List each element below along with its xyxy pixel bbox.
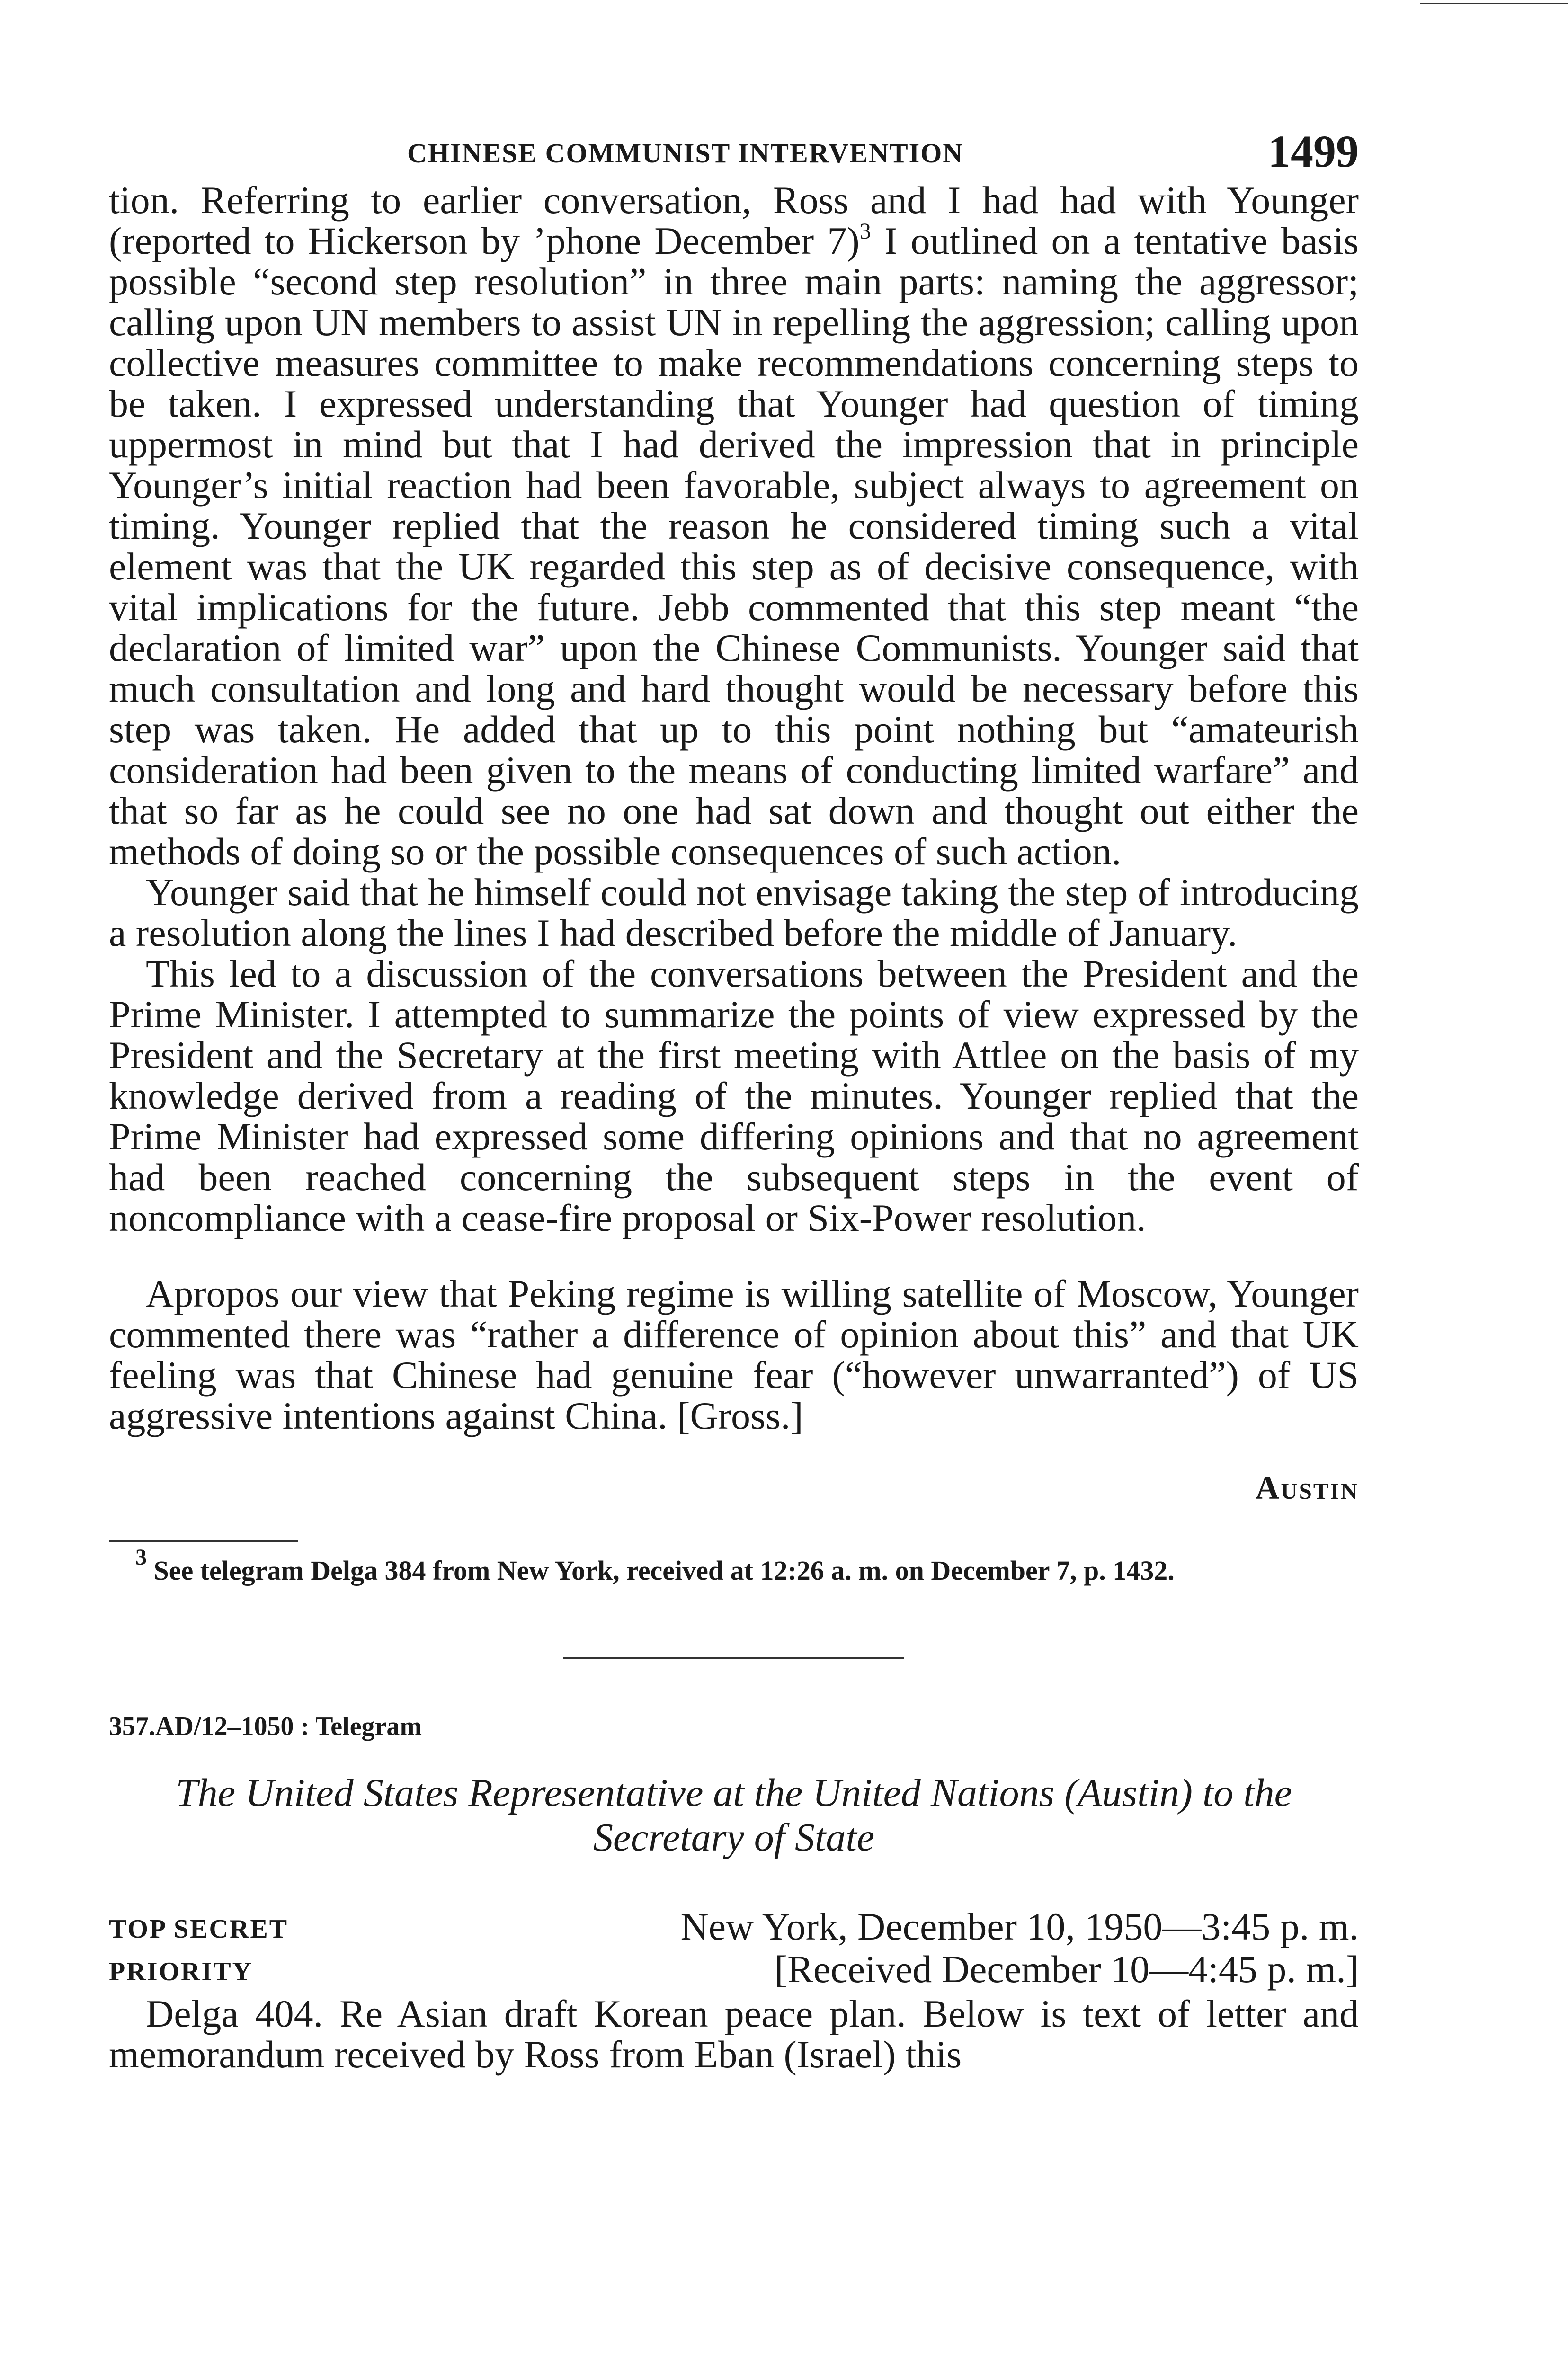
footnote-reference: 3: [859, 219, 871, 244]
body-text: [109, 180, 1359, 1238]
received-line: [Received December 10—4:45 p. m.]: [774, 1948, 1359, 1991]
footnote-text: See telegram Delga 384 from New York, received at 12:26 a. m. on December 7, p. 1432.: [147, 1555, 1175, 1586]
paragraph-1-text-a: tion. Referring to earlier conversation, Ross and I had had with Younger (reported to Hickerson by ’phone December 7): [109, 178, 1359, 262]
footnote-rule: [109, 1540, 298, 1542]
paragraph-4: Apropos our view that Peking regime is willing satellite of Moscow, Younger commented there was “rather a difference of opinion about this” and that UK feeling was that Chinese had genuine fear (“however unwarranted”) of US aggressive intentions against China. [Gross.]: [109, 1272, 1359, 1437]
footnote: [109, 1545, 1359, 1586]
paragraph-1-text-b: I outlined on a tentative basis possible “second step resolution” in three main parts: naming the aggressor; calling upon UN members to assist UN in repelling the aggression; calling upon collective measures committee to make recommendations concerning steps to be taken. I expressed understanding that Younger had question of timing uppermost in mind but that I had derived the impression that in principle Younger’s initial reaction had been favorable, subject always to agreement on timing. Younger replied that the reason he considered timing such a vital element was that the UK regarded this step as of decisive consequence, with vital implications for the future. Jebb commented that this step meant “the declaration of limited war” upon the Chinese Communists. Younger said that much consultation and long and hard thought would be necessary before this step was taken. He added that up to this point nothing but “amateurish consideration had been given to the means of conducting limited warfare” and that so far as he could see no one had sat down and thought out either the methods of doing so or the possible consequences of such action.: [109, 219, 1359, 873]
paragraph-2: Younger said that he himself could not envisage taking the step of introducing a resolution along the lines I had described before the middle of January.: [109, 871, 1359, 954]
telegram-opening-paragraph: Delga 404. Re Asian draft Korean peace plan. Below is text of letter and memorandum received by Ross from Eban (Israel) this: [109, 1992, 1359, 2076]
document-title: The United States Representative at the United Nations (Austin) to the Secretary of State: [176, 1771, 1292, 1860]
top-edge-rule: [1420, 3, 1568, 4]
section-divider: [563, 1657, 904, 1659]
telegram-meta: [109, 1898, 1359, 1991]
dateline: New York, December 10, 1950—3:45 p. m.: [680, 1905, 1359, 1948]
file-reference: 357.AD/12–1050 : Telegram: [109, 1712, 422, 1741]
priority-label: PRIORITY: [109, 1957, 253, 1986]
running-header: [109, 118, 1359, 180]
signature: Austin: [1255, 1470, 1359, 1506]
page-number: 1499: [1268, 126, 1359, 177]
footnote-marker: 3: [135, 1545, 147, 1570]
paragraph-1: [109, 180, 1359, 872]
paragraph-3: This led to a discussion of the conversations between the President and the Prime Minister. I attempted to summarize the points of view expressed by the President and the Secretary at the first meeting with Attlee on the basis of my knowledge derived from a reading of the minutes. Younger replied that the Prime Minister had expressed some differing opinions and that no agreement had been reached concerning the subsequent steps in the event of noncompliance with a cease-fire proposal or Six-Power resolution.: [109, 952, 1359, 1239]
classification-label: TOP SECRET: [109, 1914, 289, 1944]
running-title: CHINESE COMMUNIST INTERVENTION: [407, 138, 964, 169]
document-page: [109, 118, 1359, 2075]
